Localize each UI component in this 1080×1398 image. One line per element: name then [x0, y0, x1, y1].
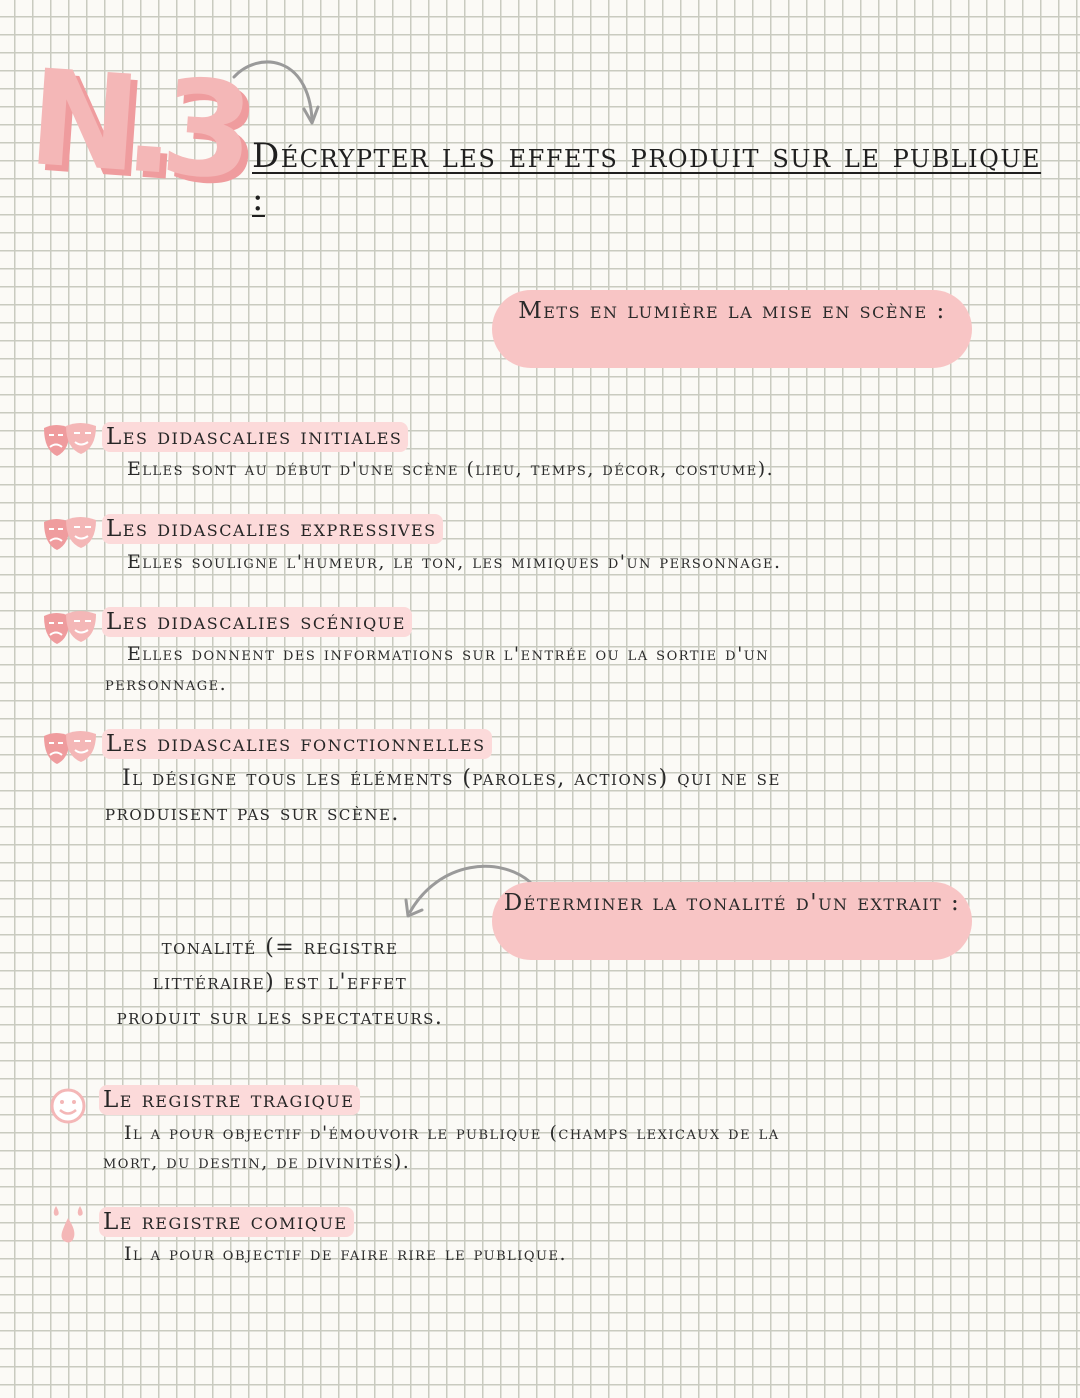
section-pill-tonalite: Déterminer la tonalité d'un extrait :	[492, 882, 972, 960]
tonalite-definition	[60, 930, 500, 1035]
text-didascalies-scenique-1: Elles donnent des informations sur l'entrée ou la sortie d'un	[127, 643, 770, 665]
section-pill-mise-en-scene: Mets en lumière la mise en scène :	[492, 290, 972, 368]
heading-didascalies-initiales: Les didascalies initiales	[102, 422, 408, 452]
tear-drops-icon	[48, 1204, 88, 1248]
theater-masks-icon	[40, 728, 100, 768]
heading-didascalies-scenique: Les didascalies scénique	[102, 607, 412, 637]
tonalite-definition-line: littéraire) est l'effet	[152, 970, 408, 995]
heading-didascalies-fonctionnelles: Les didascalies fonctionnelles	[102, 729, 492, 759]
text-didascalies-initiales: Elles sont au début d'une scène (lieu, temps, décor, costume).	[127, 458, 775, 480]
heading-registre-tragique: Le registre tragique	[99, 1085, 360, 1115]
curved-arrow-icon	[228, 55, 328, 135]
tonalite-definition-line: produit sur les spectateurs.	[116, 1005, 444, 1030]
theater-masks-icon	[40, 420, 100, 460]
heading-didascalies-expressives: Les didascalies expressives	[102, 514, 443, 544]
text-registre-comique: Il a pour objectif de faire rire le publique.	[124, 1243, 568, 1265]
text-registre-tragique-2: mort, du destin, de divinités).	[103, 1151, 411, 1173]
text-didascalies-fonctionnelles-2: produisent pas sur scène.	[105, 801, 400, 826]
text-registre-tragique-1: Il a pour objectif d'émouvoir le publique (champs lexicaux de la	[124, 1122, 780, 1144]
smiley-face-icon	[48, 1086, 88, 1126]
tonalite-definition-line: tonalité (= registre	[161, 935, 399, 960]
text-didascalies-scenique-2: personnage.	[105, 673, 228, 695]
text-didascalies-expressives: Elles souligne l'humeur, le ton, les mimiques d'un personnage.	[127, 551, 782, 573]
heading-registre-comique: Le registre comique	[99, 1207, 354, 1237]
page-title: Décrypter les effets produit sur le publique :	[252, 136, 1042, 219]
section-number-badge: N.3	[24, 41, 245, 210]
text-didascalies-fonctionnelles-1: Il désigne tous les éléments (paroles, actions) qui ne se	[122, 766, 781, 791]
theater-masks-icon	[40, 514, 100, 554]
theater-masks-icon	[40, 608, 100, 648]
